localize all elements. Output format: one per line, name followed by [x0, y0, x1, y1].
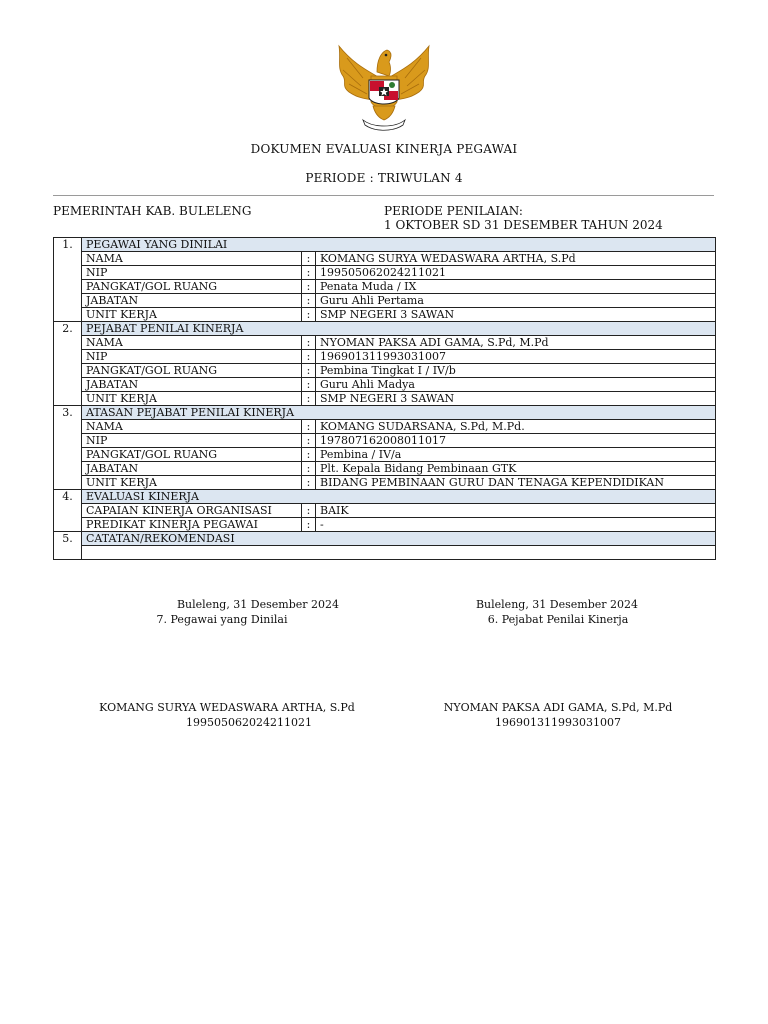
signature-right-place-date: Buleleng, 31 Desember 2024 — [475, 598, 639, 611]
section-number: 3. — [54, 406, 82, 490]
field-colon: : — [302, 336, 316, 350]
notes-area — [82, 546, 716, 560]
field-value: Guru Ahli Pertama — [316, 294, 716, 308]
field-value: 199505062024211021 — [316, 266, 716, 280]
field-colon: : — [302, 434, 316, 448]
garuda-emblem-icon — [333, 42, 435, 132]
field-colon: : — [302, 308, 316, 322]
section-row — [54, 532, 716, 546]
field-colon: : — [302, 392, 316, 406]
table-row — [54, 280, 716, 294]
section-row — [54, 406, 716, 420]
field-label: NAMA — [82, 336, 302, 350]
field-label: PANGKAT/GOL RUANG — [82, 364, 302, 378]
section-number: 4. — [54, 490, 82, 532]
field-label: NIP — [82, 266, 302, 280]
field-value: BAIK — [316, 504, 716, 518]
field-colon: : — [302, 280, 316, 294]
signature-right-name: NYOMAN PAKSA ADI GAMA, S.Pd, M.Pd — [443, 701, 673, 714]
field-label: CAPAIAN KINERJA ORGANISASI — [82, 504, 302, 518]
field-colon: : — [302, 518, 316, 532]
table-row — [54, 294, 716, 308]
section-row — [54, 490, 716, 504]
table-row — [54, 476, 716, 490]
field-value: SMP NEGERI 3 SAWAN — [316, 392, 716, 406]
field-value: KOMANG SURYA WEDASWARA ARTHA, S.Pd — [316, 252, 716, 266]
instansi-label: PEMERINTAH KAB. BULELENG — [53, 204, 252, 218]
field-colon: : — [302, 462, 316, 476]
field-label: NIP — [82, 434, 302, 448]
table-row — [54, 350, 716, 364]
field-value: Penata Muda / IX — [316, 280, 716, 294]
table-row — [54, 462, 716, 476]
table-row — [54, 266, 716, 280]
divider — [53, 195, 714, 196]
table-row — [54, 434, 716, 448]
signature-left-role: 7. Pegawai yang Dinilai — [156, 613, 288, 626]
table-row — [54, 364, 716, 378]
field-value: Guru Ahli Madya — [316, 378, 716, 392]
field-value: 196901311993031007 — [316, 350, 716, 364]
field-value: BIDANG PEMBINAAN GURU DAN TENAGA KEPENDIDIKAN — [316, 476, 716, 490]
notes-row — [54, 546, 716, 560]
field-value: 197807162008011017 — [316, 434, 716, 448]
field-value: Pembina Tingkat I / IV/b — [316, 364, 716, 378]
table-row — [54, 336, 716, 350]
field-colon: : — [302, 420, 316, 434]
field-colon: : — [302, 504, 316, 518]
table-row — [54, 252, 716, 266]
periode-penilaian-label: PERIODE PENILAIAN: — [384, 204, 523, 218]
table-row — [54, 504, 716, 518]
field-colon: : — [302, 266, 316, 280]
document-title: DOKUMEN EVALUASI KINERJA PEGAWAI — [250, 142, 518, 156]
field-colon: : — [302, 252, 316, 266]
section-title: PEGAWAI YANG DINILAI — [82, 238, 716, 252]
field-colon: : — [302, 448, 316, 462]
section-title: EVALUASI KINERJA — [82, 490, 716, 504]
field-value: NYOMAN PAKSA ADI GAMA, S.Pd, M.Pd — [316, 336, 716, 350]
signature-left-name: KOMANG SURYA WEDASWARA ARTHA, S.Pd — [99, 701, 355, 714]
field-label: PANGKAT/GOL RUANG — [82, 448, 302, 462]
field-label: PANGKAT/GOL RUANG — [82, 280, 302, 294]
field-colon: : — [302, 476, 316, 490]
field-value: SMP NEGERI 3 SAWAN — [316, 308, 716, 322]
section-number: 1. — [54, 238, 82, 322]
periode-line: PERIODE : TRIWULAN 4 — [305, 171, 463, 185]
periode-penilaian-value: 1 OKTOBER SD 31 DESEMBER TAHUN 2024 — [384, 218, 663, 232]
section-title: PEJABAT PENILAI KINERJA — [82, 322, 716, 336]
field-value: - — [316, 518, 716, 532]
field-colon: : — [302, 378, 316, 392]
signature-left-nip: 199505062024211021 — [186, 716, 312, 729]
field-label: JABATAN — [82, 294, 302, 308]
field-label: UNIT KERJA — [82, 476, 302, 490]
signature-right-role: 6. Pejabat Penilai Kinerja — [487, 613, 629, 626]
table-row — [54, 420, 716, 434]
table-row — [54, 308, 716, 322]
evaluation-table — [53, 237, 716, 560]
field-colon: : — [302, 364, 316, 378]
field-label: NAMA — [82, 252, 302, 266]
field-label: UNIT KERJA — [82, 392, 302, 406]
field-label: JABATAN — [82, 378, 302, 392]
field-label: JABATAN — [82, 462, 302, 476]
field-value: Pembina / IV/a — [316, 448, 716, 462]
section-row — [54, 238, 716, 252]
signature-right-nip: 196901311993031007 — [495, 716, 621, 729]
field-label: NIP — [82, 350, 302, 364]
field-label: PREDIKAT KINERJA PEGAWAI — [82, 518, 302, 532]
table-row — [54, 448, 716, 462]
section-number: 5. — [54, 532, 82, 560]
table-row — [54, 392, 716, 406]
field-colon: : — [302, 350, 316, 364]
table-row — [54, 518, 716, 532]
field-label: UNIT KERJA — [82, 308, 302, 322]
signature-left-place-date: Buleleng, 31 Desember 2024 — [176, 598, 340, 611]
table-row — [54, 378, 716, 392]
section-title: CATATAN/REKOMENDASI — [82, 532, 716, 546]
field-value: KOMANG SUDARSANA, S.Pd, M.Pd. — [316, 420, 716, 434]
field-label: NAMA — [82, 420, 302, 434]
field-colon: : — [302, 294, 316, 308]
section-number: 2. — [54, 322, 82, 406]
section-row — [54, 322, 716, 336]
section-title: ATASAN PEJABAT PENILAI KINERJA — [82, 406, 716, 420]
field-value: Plt. Kepala Bidang Pembinaan GTK — [316, 462, 716, 476]
